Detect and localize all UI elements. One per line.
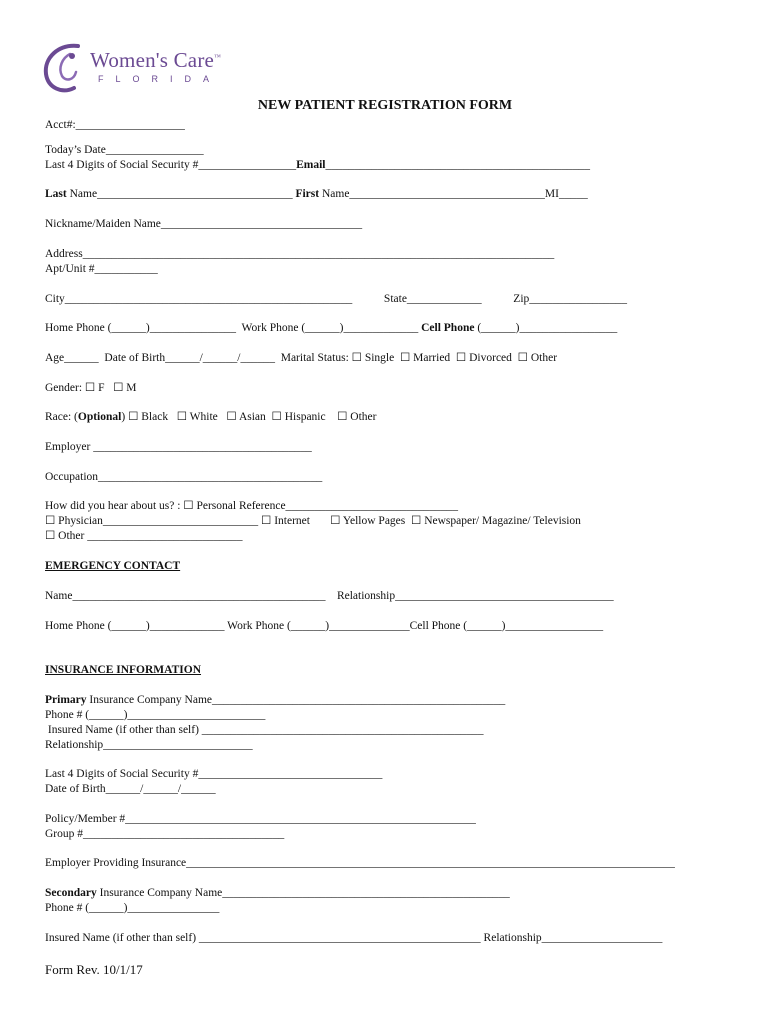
womens-care-logo <box>40 42 230 102</box>
home-work-phone-field[interactable]: Home Phone (______)_______________ Work Phone (______)_____________ <box>45 322 422 334</box>
policy-member-field[interactable]: Policy/Member #_____________________________________________________________ <box>45 813 476 825</box>
primary-label: Primary <box>45 694 87 706</box>
primary-insured-name-field[interactable]: Insured Name (if other than self) _________________________________________________ <box>45 724 484 736</box>
race-row[interactable]: Race: (Optional) ☐ Black ☐ White ☐ Asian ☐ Hispanic ☐ Other <box>45 411 377 423</box>
insurance-dob-field[interactable]: Date of Birth______/______/______ <box>45 783 216 795</box>
cell-phone-label: Cell Phone <box>421 322 475 334</box>
name-row <box>45 187 588 201</box>
cell-phone-field[interactable]: (______)_________________ <box>474 322 618 334</box>
secondary-phone-field[interactable]: Phone # (______)________________ <box>45 902 220 914</box>
address-field[interactable]: Address__________________________________________________________________________________ <box>45 248 555 260</box>
last-name-field[interactable]: Name__________________________________ <box>66 188 296 200</box>
age-dob-marital-row[interactable]: Age______ Date of Birth______/______/______ Marital Status: ☐ Single ☐ Married ☐ Divorced ☐ Other <box>45 352 558 364</box>
logo-sub-text: FLORIDA <box>98 74 222 84</box>
last-name-label: Last <box>45 188 67 200</box>
phones-row <box>45 321 617 335</box>
emergency-contact-heading: EMERGENCY CONTACT <box>45 560 181 572</box>
primary-phone-field[interactable]: Phone # (______)________________________ <box>45 709 266 721</box>
employer-field[interactable]: Employer ______________________________________ <box>45 441 312 453</box>
insurance-heading: INSURANCE INFORMATION <box>45 664 202 676</box>
logo-mark-icon <box>40 42 90 98</box>
gender-row[interactable]: Gender: ☐ F ☐ M <box>45 382 137 394</box>
email-field[interactable]: ______________________________________________ <box>325 159 590 171</box>
primary-relationship-field[interactable]: Relationship__________________________ <box>45 739 253 751</box>
secondary-insurance-row <box>45 886 510 900</box>
todays-date-field[interactable]: Today’s Date_________________ <box>45 144 204 156</box>
emergency-name-row[interactable]: Name____________________________________________ Relationship______________________________________ <box>45 590 614 602</box>
city-state-zip-row[interactable]: City__________________________________________________ State_____________ Zip_________________ <box>45 293 628 305</box>
occupation-field[interactable]: Occupation_______________________________________ <box>45 471 323 483</box>
acct-field[interactable]: Acct#:___________________ <box>45 119 185 131</box>
secondary-company-field[interactable]: Insurance Company Name__________________________________________________ <box>96 887 510 899</box>
primary-company-field[interactable]: Insurance Company Name___________________________________________________ <box>86 694 506 706</box>
emergency-phones-row[interactable]: Home Phone (______)_____________ Work Phone (______)______________Cell Phone (______)_________________ <box>45 620 604 632</box>
email-label: Email <box>296 159 326 171</box>
referral-row-2[interactable]: ☐ Physician___________________________ ☐ Internet ☐ Yellow Pages ☐ Newspaper/ Magazine/ Television <box>45 515 581 527</box>
insurance-ssn-field[interactable]: Last 4 Digits of Social Security #________________________________ <box>45 768 383 780</box>
primary-insurance-row <box>45 693 505 707</box>
first-name-field[interactable]: Name__________________________________MI_____ <box>319 188 588 200</box>
first-name-label: First <box>295 188 320 200</box>
logo-brand-text: Women's Care™ <box>90 48 222 72</box>
employer-insurance-field[interactable]: Employer Providing Insurance_____________________________________________________________________________________ <box>45 857 675 869</box>
form-title: NEW PATIENT REGISTRATION FORM <box>257 98 513 113</box>
ssn-email-row <box>45 158 590 172</box>
group-field[interactable]: Group #___________________________________ <box>45 828 285 840</box>
apt-field[interactable]: Apt/Unit #___________ <box>45 263 158 275</box>
secondary-label: Secondary <box>45 887 97 899</box>
ssn-field[interactable]: Last 4 Digits of Social Security #_________________ <box>45 159 297 171</box>
nickname-field[interactable]: Nickname/Maiden Name___________________________________ <box>45 218 363 230</box>
referral-row-3[interactable]: ☐ Other ___________________________ <box>45 530 243 542</box>
form-revision: Form Rev. 10/1/17 <box>45 962 143 977</box>
referral-row-1[interactable]: How did you hear about us? : ☐ Personal Reference______________________________ <box>45 500 459 512</box>
secondary-insured-row[interactable]: Insured Name (if other than self) _________________________________________________ Relationship_____________________ <box>45 932 663 944</box>
race-optional-label: Optional <box>77 411 122 423</box>
